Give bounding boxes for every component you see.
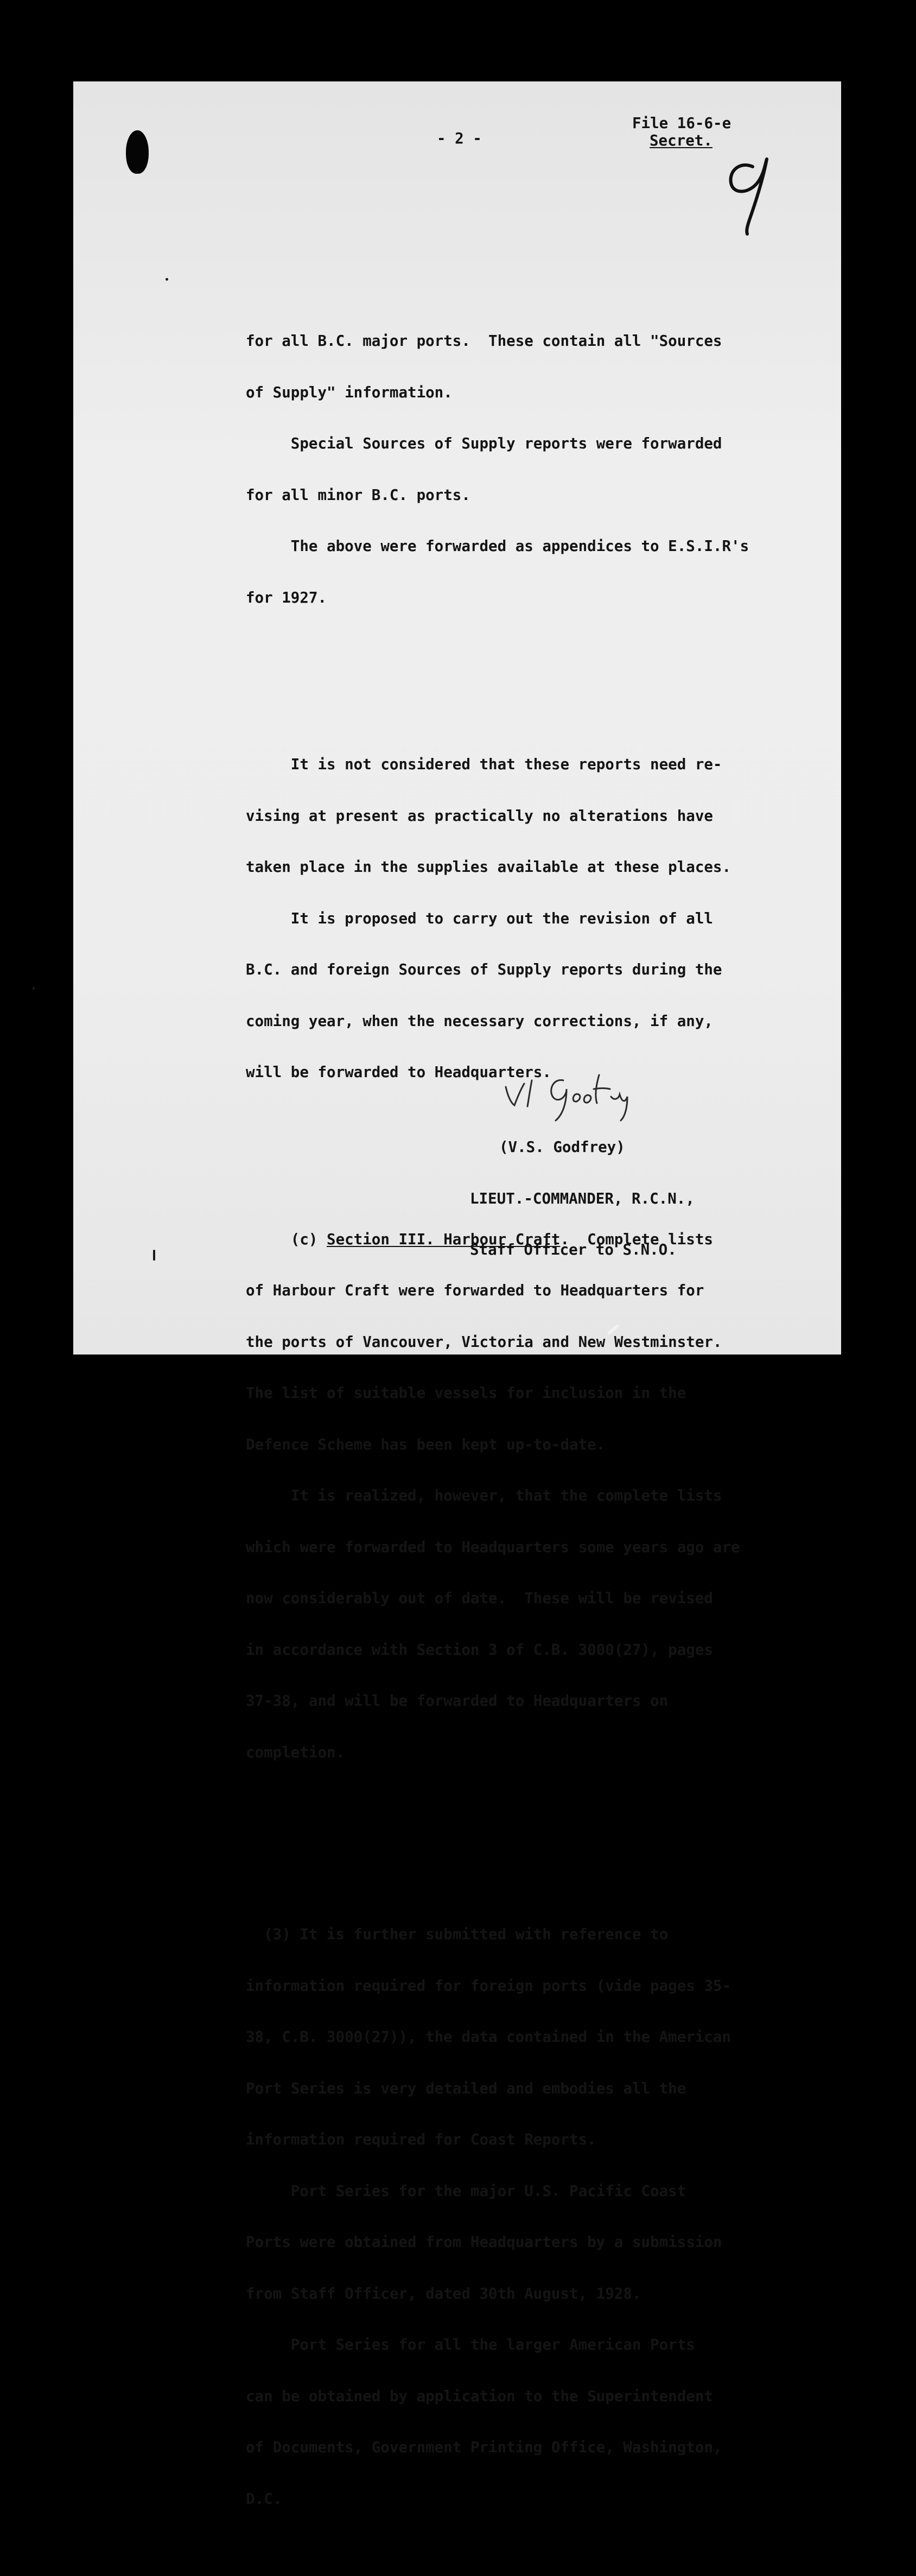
text-line: of Supply" information. (246, 383, 453, 401)
handwritten-folio-number (719, 155, 784, 236)
text-line: The above were forwarded as appendices to E.S.I.R's (246, 537, 749, 555)
text-line: in accordance with Section 3 of C.B. 3000(27), pages (246, 1641, 713, 1659)
section-heading: Section III. Harbour Craft (327, 1230, 561, 1248)
text-line: now considerably out of date. These will be revised (246, 1590, 713, 1607)
scan-speck (166, 278, 168, 281)
signature-block (470, 1105, 695, 1293)
signatory-name: (V.S. Godfrey) (499, 1138, 625, 1156)
paragraph-revision (246, 722, 749, 1116)
letter-body (246, 264, 749, 2576)
text-line: It is not considered that these reports need re- (246, 756, 722, 773)
text-line: B.C. and foreign Sources of Supply reports during the (246, 961, 722, 978)
text-line: which were forwarded to Headquarters some years ago are (246, 1538, 740, 1556)
text-line: D.C. (246, 2490, 282, 2508)
text-line: of Harbour Craft were forwarded to Headquarters for (246, 1282, 704, 1299)
classification-label: Secret. (650, 132, 713, 149)
text-line: Ports were obtained from Headquarters by a submission (246, 2233, 722, 2251)
text-fragment: . Complete lists (560, 1230, 713, 1248)
text-line: information required for Coast Reports. (246, 2131, 596, 2148)
text-line: 38, C.B. 3000(27)), the data contained in the American (246, 2028, 731, 2046)
text-line: Port Series is very detailed and embodies all the (246, 2079, 686, 2097)
text-line: The list of suitable vessels for inclusion in the (246, 1384, 686, 1402)
text-line: for all minor B.C. ports. (246, 486, 470, 504)
text-line: can be obtained by application to the Superintendent (246, 2387, 713, 2405)
file-reference: File 16-6-e (632, 115, 731, 132)
text-line: for 1927. (246, 588, 327, 606)
paragraph-american-port-series (246, 1892, 749, 2542)
text-line: Special Sources of Supply reports were forwarded (246, 435, 722, 452)
text-line: It is realized, however, that the complete lists (246, 1487, 722, 1504)
text-line: of Documents, Government Printing Office, Washington, (246, 2439, 722, 2456)
text-line: the ports of Vancouver, Victoria and New Westminster. (246, 1333, 722, 1351)
text-line: Port Series for the major U.S. Pacific Coast (246, 2182, 686, 2200)
signatory-title: Staff Officer to S.N.O. (470, 1241, 677, 1258)
text-line: information required for foreign ports (vide pages 35- (246, 1977, 731, 1995)
paragraph-sources-of-supply (246, 299, 749, 641)
page-number: - 2 - (437, 130, 482, 147)
text-line: completion. (246, 1743, 345, 1761)
scan-speck (33, 987, 35, 990)
text-line: (3) It is further submitted with reference to (246, 1926, 669, 1943)
text-line: vising at present as practically no alterations have (246, 807, 713, 825)
text-line: 37-38, and will be forwarded to Headquarters on (246, 1692, 669, 1710)
signatory-rank: LIEUT.-COMMANDER, R.C.N., (470, 1189, 695, 1207)
text-line: for all B.C. major ports. These contain all "Sources (246, 332, 722, 350)
punch-hole-mark (126, 130, 149, 174)
text-line: It is proposed to carry out the revision of all (246, 909, 713, 927)
text-line: from Staff Officer, dated 30th August, 1928. (246, 2284, 641, 2302)
text-line: Defence Scheme has been kept up-to-date. (246, 1435, 606, 1453)
paragraph-label: (c) (246, 1230, 327, 1248)
scan-speck (153, 1250, 155, 1261)
text-line: coming year, when the necessary corrections, if any, (246, 1012, 713, 1030)
text-line: taken place in the supplies available at these places. (246, 858, 731, 876)
text-line: Port Series for all the larger American Ports (246, 2336, 695, 2353)
text-line: will be forwarded to Headquarters. (246, 1064, 551, 1081)
